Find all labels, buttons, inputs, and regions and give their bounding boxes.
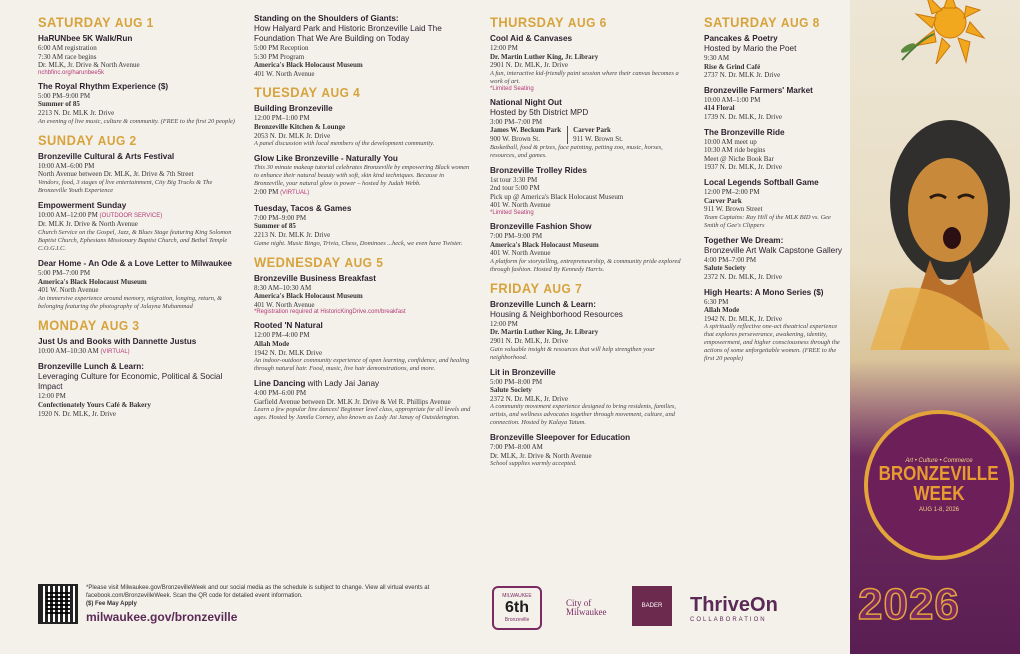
event-time: 10:00 AM–12:00 PM	[38, 210, 98, 219]
event-title: Empowerment Sunday	[38, 200, 127, 210]
event-title: Lit in Bronzeville	[490, 367, 556, 377]
event-time: 10:00 AM–1:00 PM	[704, 95, 761, 104]
event-time: 4:00 PM–7:00 PM	[704, 255, 757, 264]
event-time: 12:00 PM	[38, 392, 66, 401]
event-lunch-learn-1	[38, 362, 238, 418]
event-description: Church Service on the Gospel, Jazz, & Blues Stage featuring King Solomon Baptist Church, Ephesians Missionary Baptist Church, and Bethel Temple C.O.G.I.C.	[38, 228, 232, 252]
event-time: 1st tour 3:30 PM	[490, 175, 538, 184]
event-description: A fun, interactive kid-friendly paint session where their canvas becomes a work of art.	[490, 69, 679, 85]
event-description: Vendors, food, 3 stages of live entertainment, City Big Trucks & The Bronzeville Youth Experience	[38, 178, 213, 194]
day-heading-fri-aug7	[490, 280, 674, 296]
logo-bronzeville-anniversary	[492, 586, 542, 630]
day-label: TUESDAY	[254, 84, 318, 101]
event-address: 2213 N. Dr. MLK Jr. Drive	[38, 108, 115, 117]
fee-note: ($) Fee May Apply	[86, 601, 137, 607]
event-address: Dr. MLK, Jr. Drive & North Avenue	[38, 61, 140, 70]
event-time: 7:00 PM–8:00 AM	[490, 443, 543, 452]
event-title: Bronzeville Trolley Rides	[490, 165, 587, 175]
day-heading-thu-aug6	[490, 14, 674, 30]
event-address: 2372 N. Dr. MLK, Jr. Drive	[490, 394, 568, 403]
event-high-hearts	[704, 288, 844, 364]
event-address: 911 W. Brown St.	[573, 134, 623, 143]
event-address: 401 W. North Avenue	[254, 300, 315, 309]
day-label: SUNDAY	[38, 131, 94, 148]
day-date: AUG 2	[97, 132, 137, 148]
event-description: Game night. Music Bingo, Trivia, Chess, Dominoes ...heck, we even have Twister.	[254, 239, 463, 247]
event-time: 12:00 PM	[490, 319, 518, 328]
event-title: HaRUNbee 5K Walk/Run	[38, 34, 133, 43]
event-title: Bronzeville Lunch & Learn:	[490, 299, 596, 309]
event-address: Dr. MLK, Jr. Drive & North Avenue	[490, 451, 592, 460]
event-title: Building Bronzeville	[254, 104, 333, 114]
event-address: 1920 N. Dr. MLK, Jr. Drive	[38, 409, 116, 418]
event-softball-game	[704, 178, 844, 230]
event-subtitle: Hosted by 5th District MPD	[490, 107, 589, 117]
event-time-row	[38, 347, 238, 357]
event-title: Together We Dream:	[704, 235, 784, 245]
event-description: A platform for storytelling, entrepreneurship, & community pride explored through fashion. Hosted By Kennedy Harris.	[490, 257, 681, 273]
event-title: Pancakes & Poetry	[704, 34, 778, 43]
event-cool-aid-canvases	[490, 34, 690, 92]
event-tuesday-tacos-games	[254, 204, 474, 248]
day-date: AUG 1	[114, 15, 154, 30]
event-title: High Hearts: A Mono Series ($)	[704, 287, 824, 297]
event-time: 8:30 AM–10:30 AM	[254, 283, 312, 292]
registration-note[interactable]: *Registration required at HistoricKingDrive.com/breakfast	[254, 309, 406, 316]
seal-dates: AUG 1-8, 2026	[918, 506, 960, 513]
event-shoulders-of-giants	[254, 14, 474, 78]
column-2	[254, 14, 474, 428]
event-title: Bronzeville Fashion Show	[490, 221, 592, 231]
event-venue: Confectionately Yours Café & Bakery	[38, 400, 151, 409]
event-national-night-out	[490, 98, 690, 160]
logo-text: BADER	[641, 603, 663, 609]
event-title: Rooted 'N Natural	[254, 321, 323, 331]
event-address: 2901 N. Dr. MLK, Jr. Drive	[490, 336, 568, 345]
event-address: 900 W. Brown St.	[490, 134, 540, 143]
event-title: Cool Aid & Canvases	[490, 34, 573, 43]
event-title: The Bronzeville Ride	[704, 127, 785, 137]
event-venue: Rise & Grind Café	[704, 62, 761, 71]
event-venue: America's Black Holocaust Museum	[254, 61, 363, 70]
event-pickup: Pick up @ America's Black Holocaust Museum	[490, 192, 624, 201]
logo-text: ThriveOn	[690, 593, 778, 616]
website-link[interactable]: milwaukee.gov/bronzeville	[86, 610, 238, 624]
day-heading-mon-aug3	[38, 317, 222, 333]
event-title: Standing on the Shoulders of Giants:	[254, 14, 399, 23]
event-just-us-books	[38, 337, 238, 357]
event-description: Team Captains: Ray Hill of the MLK BID vs. Gee Smith of Gee's Clippers	[704, 213, 831, 229]
event-time: 5:00 PM–7:00 PM	[38, 268, 91, 277]
event-address: North Avenue between Dr. MLK, Jr. Drive & 7th Street	[38, 170, 194, 179]
event-fashion-show	[490, 222, 690, 274]
event-title: The Royal Rhythm Experience ($)	[38, 81, 169, 91]
day-label: WEDNESDAY	[254, 253, 341, 270]
event-time: 4:00 PM–6:00 PM	[254, 389, 307, 398]
event-address: Dr. MLK Jr. Drive & North Avenue	[38, 220, 138, 229]
event-subtitle: Hosted by Mario the Poet	[704, 44, 797, 53]
event-pancakes-poetry	[704, 34, 844, 80]
column-4	[704, 14, 844, 369]
event-time: 5:00 PM Reception	[254, 44, 309, 52]
event-address: 1942 N. Dr. MLK Drive	[254, 348, 323, 357]
event-time: 7:30 AM race begins	[38, 52, 97, 61]
event-line-dancing	[254, 379, 474, 422]
event-time: 3:00 PM–7:00 PM	[490, 117, 543, 126]
event-time: 5:30 PM Program	[254, 52, 305, 61]
event-time: 7:00 PM–9:00 PM	[490, 231, 543, 240]
event-time: 9:30 AM	[704, 54, 730, 62]
event-bronzeville-ride	[704, 128, 844, 172]
event-together-we-dream	[704, 236, 844, 282]
event-time: 10:00 AM–6:00 PM	[38, 161, 95, 170]
column-1	[38, 14, 238, 424]
event-title: Tuesday, Tacos & Games	[254, 203, 352, 213]
event-title: Dear Home - An Ode & a Love Letter to Milwaukee	[38, 258, 232, 268]
logo-thriveon	[690, 586, 820, 630]
event-title: National Night Out	[490, 97, 562, 107]
event-venue: Bronzeville Kitchen & Lounge	[254, 122, 346, 131]
event-lunch-learn-2	[490, 300, 690, 362]
venue-b	[567, 126, 623, 143]
logo-text: Bronzeville	[504, 617, 530, 623]
day-label: SATURDAY	[38, 14, 111, 30]
column-3	[490, 14, 690, 474]
qr-code-icon[interactable]	[38, 584, 78, 624]
event-description: Basketball, food & prizes, face painting, petting zoo, music, horses, resources, and games.	[490, 143, 663, 159]
event-trolley-rides	[490, 166, 690, 216]
event-link[interactable]: nchbfinc.org/harunbee5k	[38, 69, 105, 76]
event-subtitle: Housing & Neighborhood Resources	[490, 309, 623, 319]
event-lit-in-bronzeville	[490, 368, 690, 428]
event-title: Local Legends Softball Game	[704, 177, 819, 187]
event-venue: James W. Beckum Park	[490, 126, 562, 135]
seal-title-line2: WEEK	[913, 482, 965, 505]
event-time-row	[254, 188, 474, 198]
event-address: 401 W. North Avenue	[490, 201, 551, 210]
event-time: 12:00 PM	[490, 44, 518, 52]
event-address: 1739 N. Dr. MLK, Jr. Drive	[704, 112, 782, 121]
event-description: A panel discussion with local members of the development community.	[254, 140, 435, 148]
event-time: 5:00 PM–8:00 PM	[490, 377, 543, 386]
event-address: 2053 N. Dr. MLK Jr. Drive	[254, 131, 331, 140]
day-date: AUG 3	[100, 317, 140, 333]
logo-city-of-milwaukee	[566, 586, 622, 630]
event-description: School supplies warmly accepted.	[490, 460, 577, 468]
event-sleepover	[490, 433, 690, 468]
day-heading-wed-aug5	[254, 254, 456, 270]
event-meetup: Meet @ Niche Book Bar	[704, 154, 774, 163]
event-title: Just Us and Books with Dannette Justus	[38, 336, 197, 346]
event-venue: America's Black Holocaust Museum	[254, 292, 363, 301]
event-venue: Allah Mode	[704, 306, 740, 315]
event-glow-like-bronzeville	[254, 154, 474, 198]
footer-note	[86, 584, 446, 608]
event-address: 401 W. North Avenue	[38, 286, 99, 295]
event-description: Gain valuable insight & resources that will help strengthen your neighborhood.	[490, 345, 655, 361]
venue-a	[490, 126, 561, 143]
day-label: SATURDAY	[704, 14, 777, 30]
bronzeville-week-seal	[864, 410, 1014, 560]
year-label: 2026	[858, 580, 960, 629]
event-venue: Carver Park	[704, 196, 742, 205]
event-time: 7:00 PM–9:00 PM	[254, 213, 307, 222]
day-label: FRIDAY	[490, 279, 540, 296]
event-venue: 414 Floral	[704, 104, 735, 113]
event-business-breakfast	[254, 274, 474, 316]
event-address: Garfield Avenue between Dr. MLK Jr. Drive & Vel R. Phillips Avenue	[254, 397, 451, 406]
event-address: 2737 N. Dr. MLK Jr. Drive	[704, 71, 781, 80]
event-venue: Allah Mode	[254, 339, 290, 348]
art-panel	[850, 0, 1020, 654]
event-subtitle: How Halyard Park and Historic Bronzeville Laid The Foundation That We Are Building on Today	[254, 24, 442, 43]
event-subtitle: Leveraging Culture for Economic, Political & Social Impact	[38, 372, 223, 392]
event-farmers-market	[704, 86, 844, 122]
event-description: An evening of live music, culture & community. (FREE to the first 20 people)	[38, 117, 235, 125]
event-time: 10:00 AM meet up	[704, 137, 757, 146]
event-address: 1937 N. Dr. MLK, Jr. Drive	[704, 163, 782, 172]
event-arts-festival	[38, 152, 238, 195]
event-venue: Dr. Martin Luther King, Jr. Library	[490, 328, 599, 337]
event-time: 10:00 AM–10:30 AM	[38, 346, 99, 355]
event-description: A community movement experience designed to bring residents, families, artists, and wellness advocates together through movement, culture, and connection. Hosted by Kalaya Tatum.	[490, 403, 676, 427]
day-date: AUG 8	[780, 15, 820, 30]
seal-title-line1: BRONZEVILLE	[879, 462, 999, 485]
day-date: AUG 6	[567, 15, 607, 30]
schedule-note: *Please visit Milwaukee.gov/BronzevilleWeek and our social media as the schedule is subject to change. View all virtual events at facebook.com/BronzevilleWeek. Scan the QR code for detailed event information.	[86, 585, 430, 599]
event-time: 12:00 PM–1:00 PM	[254, 114, 310, 123]
event-rooted-natural	[254, 321, 474, 373]
event-address: 2213 N. Dr. MLK Jr. Drive	[254, 230, 331, 239]
event-venue: Summer of 85	[254, 222, 296, 231]
event-title: Bronzeville Sleepover for Education	[490, 433, 631, 443]
event-time: 10:30 AM ride begins	[704, 146, 766, 155]
event-tag: (OUTDOOR SERVICE)	[99, 212, 163, 219]
event-description: An indoor-outdoor community experience of open learning, confidence, and healing through natural hair. Food, music, live hair demonstrations, and more.	[254, 357, 470, 373]
venue-pair	[490, 126, 690, 143]
event-title: Bronzeville Business Breakfast	[254, 273, 376, 283]
event-time: 12:00 PM–4:00 PM	[254, 331, 310, 340]
event-time: 2nd tour 5:00 PM	[490, 184, 540, 193]
event-title: Glow Like Bronzeville - Naturally You	[254, 154, 398, 164]
event-tag: *Limited Seating	[490, 85, 534, 92]
logo-text: COLLABORATION	[690, 616, 767, 623]
day-heading-sun-aug2	[38, 132, 222, 148]
day-date: AUG 4	[321, 85, 361, 101]
event-empowerment-sunday	[38, 201, 238, 253]
event-time: 6:00 AM registration	[38, 44, 97, 52]
event-venue: Summer of 85	[38, 100, 80, 109]
event-title: Bronzeville Farmers' Market	[704, 85, 813, 95]
event-tag: (VIRTUAL)	[280, 190, 310, 197]
day-heading-sat-aug1	[38, 14, 222, 30]
event-tag: (VIRTUAL)	[100, 348, 130, 355]
event-time: 5:00 PM–9:00 PM	[38, 91, 91, 100]
event-description: Learn a few popular line dances! Beginner level class, appropriate for all levels and ages. Hosted by Jamila Corney, also known as Lady Jai Janay of Outsideington.	[254, 406, 471, 422]
event-time: 2:00 PM	[254, 188, 279, 197]
event-address: 1942 N. Dr. MLK, Jr. Drive	[704, 314, 782, 323]
event-royal-rhythm	[38, 82, 238, 126]
event-harunbee	[38, 34, 238, 76]
event-time-row	[38, 211, 238, 221]
event-tag: *Limited Seating	[490, 209, 534, 216]
event-description: An immersive experience around memory, migration, longing, return, & belonging featuring the photography of Jalayna Muhammad	[38, 294, 223, 310]
event-title: Bronzeville Lunch & Learn:	[38, 362, 144, 372]
seal-tagline: Art • Culture • Commerce	[905, 457, 973, 464]
event-venue: America's Black Holocaust Museum	[38, 277, 147, 286]
logo-text: City of Milwaukee	[566, 598, 607, 617]
event-address: 401 W. North Avenue	[254, 69, 315, 78]
event-venue: Salute Society	[704, 264, 746, 273]
day-heading-tue-aug4	[254, 84, 456, 100]
day-label: MONDAY	[38, 316, 97, 333]
event-address: 2372 N. Dr. MLK, Jr. Drive	[704, 272, 782, 281]
event-dear-home	[38, 259, 238, 311]
event-address: 2901 N. Dr. MLK, Jr. Drive	[490, 61, 568, 70]
event-address: 401 W. North Avenue	[490, 249, 551, 258]
event-building-bronzeville	[254, 104, 474, 148]
event-title: Bronzeville Cultural & Arts Festival	[38, 151, 175, 161]
day-date: AUG 7	[543, 280, 583, 296]
woman-illustration-icon	[870, 110, 1010, 350]
event-address: 911 W. Brown Street	[704, 205, 763, 214]
event-title-row	[254, 379, 474, 389]
logo-text: 6th	[505, 599, 529, 616]
logo-text: MILWAUKEE	[502, 593, 532, 599]
event-title: Line Dancing	[254, 379, 306, 389]
day-label: THURSDAY	[490, 14, 564, 30]
event-subtitle: Bronzeville Art Walk Capstone Gallery	[704, 245, 843, 255]
event-time: 12:00 PM–2:00 PM	[704, 187, 760, 196]
event-venue: Salute Society	[490, 386, 532, 395]
event-venue: Carver Park	[573, 126, 611, 135]
day-heading-sat-aug8	[704, 14, 833, 30]
logo-bader	[632, 586, 672, 626]
event-time: 6:30 PM	[704, 297, 729, 306]
event-subtitle: with Lady Jai Janay	[305, 379, 380, 389]
event-venue: America's Black Holocaust Museum	[490, 240, 599, 249]
sun-flower-icon	[880, 0, 990, 70]
event-venue: Dr. Martin Luther King, Jr. Library	[490, 52, 599, 61]
day-date: AUG 5	[344, 254, 384, 270]
event-description: A spiritually reflective one-act theatrical experience that explores perseverance, awakening, identity, empowerment, and higher consciousness through the actions of some unforgettable women. (FREE to the first 20 people)	[704, 323, 840, 363]
event-description: This 30 minute makeup tutorial celebrates Bronzeville by empowering Black women to enhance their natural beauty with soft, skin kind techniques. Because in Bronzeville, your natural glow is power – hosted by Judah Webb.	[254, 164, 470, 188]
